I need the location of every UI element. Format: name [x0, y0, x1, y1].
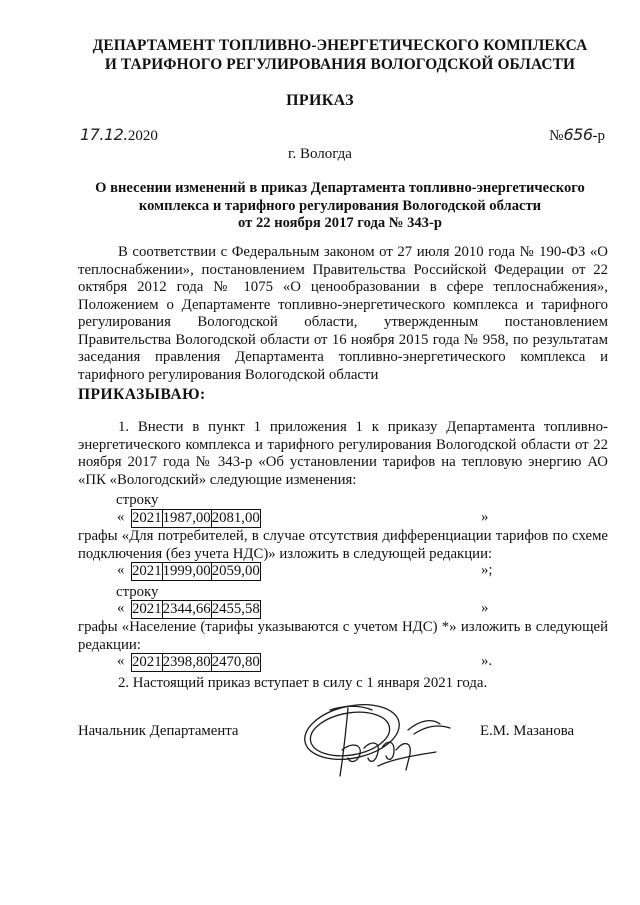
open-quote: «: [117, 600, 125, 616]
signatory-title: Начальник Департамента: [78, 723, 239, 739]
order-subject: [60, 180, 620, 233]
department-line-2: И ТАРИФНОГО РЕГУЛИРОВАНИЯ ВОЛОГОДСКОЙ ОБЛАСТИ: [104, 56, 576, 73]
value-cell-2: 2081,00: [211, 510, 260, 526]
open-quote: «: [117, 509, 125, 525]
number-prefix: №: [549, 128, 564, 144]
item-1-paragraph: 1. Внести в пункт 1 приложения 1 к приказу Департамента топливно-энергетического комплекса и тарифного регулирования Вологодской области от 22 ноября 2017 года № 343-р «Об установлении тарифов на тепловую энергию АО «ПК «Вологодский» следующие изменения:: [78, 419, 608, 488]
order-word: ПРИКАЗЫВАЮ:: [78, 386, 206, 403]
value-cell-1: 2398,80: [162, 654, 211, 670]
tariff-row-table: [131, 562, 261, 581]
tariff-row-table: [131, 509, 261, 528]
city-name: г. Вологда: [288, 146, 352, 162]
handwritten-signature: [290, 690, 460, 790]
handwritten-date: 17.12.: [80, 125, 128, 144]
preamble-paragraph: В соответствии с Федеральным законом от 27 июля 2010 года № 190-ФЗ «О теплоснабжении», постановлением Правительства Российской Федерации от 22 октября 2012 года № 1075 «О ценообразовании в сфере теплоснабжения», Положением о Департаменте топливно-энергетического комплекса и тарифного регулирования Вологодской области, утвержденным постановлением Правительства Вологодской области от 16 ноября 2015 года № 958, по результатам заседания правления Департамента топливно-энергетического комплекса и тарифного регулирования Вологодской области: [78, 244, 608, 383]
department-line-1: ДЕПАРТАМЕНТ ТОПЛИВНО-ЭНЕРГЕТИЧЕСКОГО КОМПЛЕКСА: [92, 37, 588, 54]
close-quote: »;: [481, 562, 493, 578]
value-cell-2: 2059,00: [211, 563, 260, 579]
close-quote: »: [481, 509, 489, 525]
subject-line-1: О внесении изменений в приказ Департамента топливно-энергетического: [95, 180, 585, 196]
row-label-2: строку: [116, 584, 159, 600]
year-cell: 2021: [132, 510, 162, 526]
graph-text-2: графы «Население (тарифы указываются с учетом НДС) *» изложить в следующей редакции:: [78, 619, 608, 653]
order-number: [549, 125, 605, 145]
year-cell: 2021: [132, 601, 162, 617]
row-label-1: строку: [116, 492, 159, 508]
value-cell-1: 1999,00: [162, 563, 211, 579]
open-quote: «: [117, 562, 125, 578]
number-suffix: -р: [592, 128, 605, 144]
value-cell-2: 2470,80: [211, 654, 260, 670]
close-quote: »: [481, 600, 489, 616]
year-cell: 2021: [132, 654, 162, 670]
year-cell: 2021: [132, 563, 162, 579]
handwritten-number: 656: [563, 125, 593, 144]
open-quote: «: [117, 653, 125, 669]
value-cell-1: 1987,00: [162, 510, 211, 526]
tariff-row-table: [131, 653, 261, 672]
date-year: 2020: [127, 128, 158, 144]
value-cell-2: 2455,58: [211, 601, 260, 617]
department-heading: [70, 36, 610, 74]
tariff-row-table: [131, 600, 261, 619]
close-quote: ».: [481, 653, 493, 669]
item-2-paragraph: 2. Настоящий приказ вступает в силу с 1 января 2021 года.: [118, 675, 488, 691]
document-type-title: ПРИКАЗ: [286, 92, 354, 109]
subject-line-3: от 22 ноября 2017 года № 343-р: [238, 215, 442, 231]
subject-line-2: комплекса и тарифного регулирования Вологодской области: [138, 197, 542, 214]
signatory-name: Е.М. Мазанова: [480, 723, 575, 739]
order-date: [80, 125, 158, 145]
graph-text-1: графы «Для потребителей, в случае отсутствия дифференциации тарифов по схеме подключения (без учета НДС)» изложить в следующей редакции:: [78, 528, 608, 562]
value-cell-1: 2344,66: [162, 601, 211, 617]
